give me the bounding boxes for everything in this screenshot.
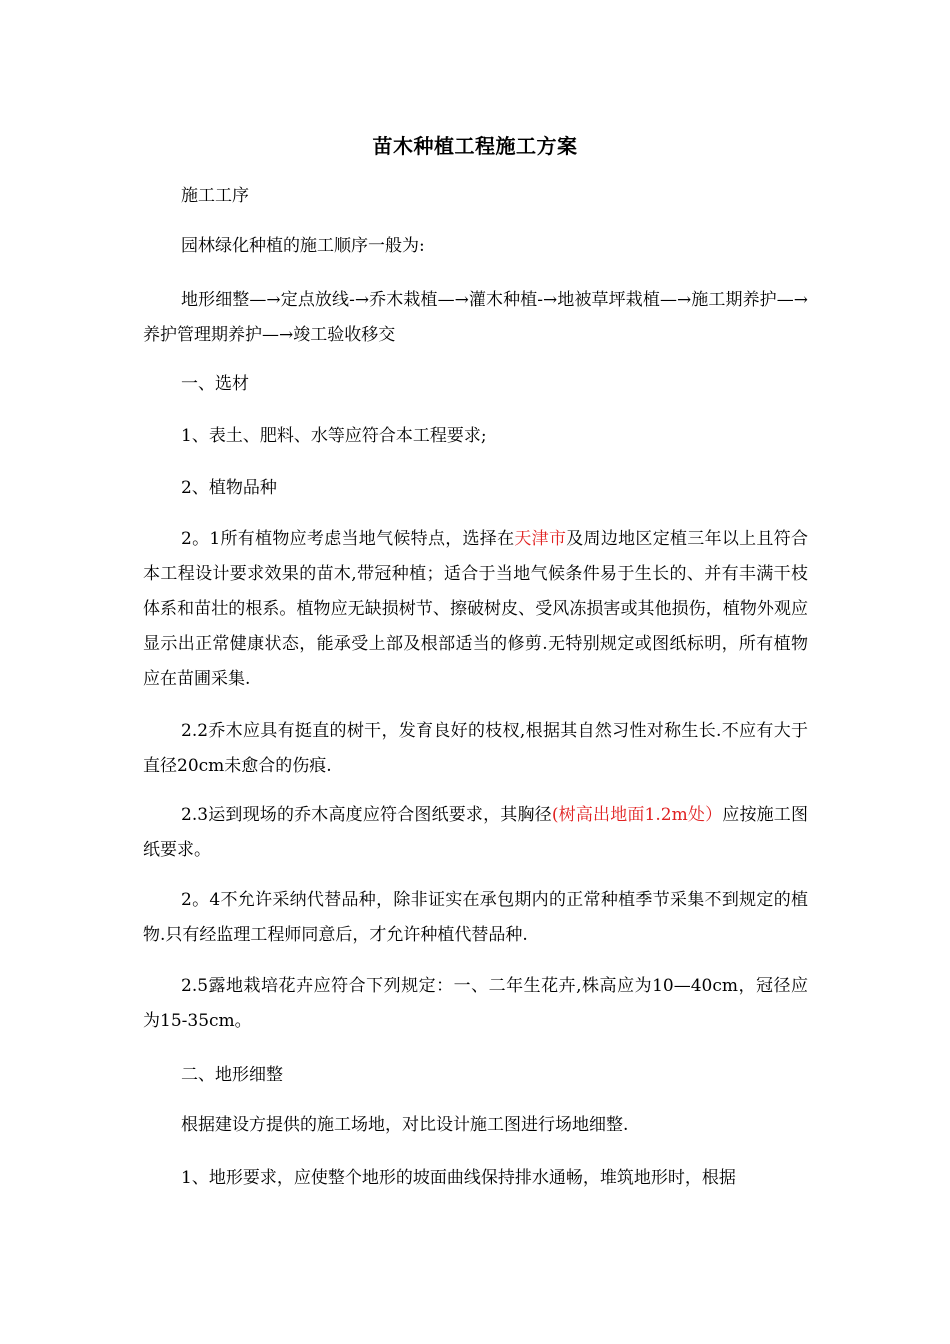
- paragraph-2-3: [143, 798, 808, 868]
- paragraph-2-1-text-b: 及周边地区定植三年以上且符合本工程设计要求效果的苗木,带冠种植；适合于当地气候条件易于生长的、并有丰满干枝体系和苗壮的根系。植物应无缺损树节、擦破树皮、受风冻损害或其他损伤，植物外观应显示出正常健康状态，能承受上部及根部适当的修剪.无特别规定或图纸标明，所有植物应在苗圃采集.: [143, 529, 809, 689]
- paragraph-terrain-intro: 根据建设方提供的施工场地，对比设计施工图进行场地细整.: [181, 1115, 629, 1135]
- paragraph-2-1: [143, 522, 808, 697]
- highlight-dbh-note: (树高出地面1.2m处）: [551, 805, 723, 825]
- paragraph-terrain-item-1: 1、地形要求，应使整个地形的坡面曲线保持排水通畅，堆筑地形时，根据: [181, 1168, 736, 1188]
- paragraph-2-4: 2。4不允许采纳代替品种，除非证实在承包期内的正常种植季节采集不到规定的植物.只有经监理工程师同意后，才允许种植代替品种.: [143, 890, 808, 945]
- highlight-city: 天津市: [514, 529, 567, 549]
- section-heading-terrain: 二、地形细整: [181, 1065, 283, 1085]
- paragraph-item-2: 2、植物品种: [181, 478, 277, 498]
- paragraph-process-heading: 施工工序: [181, 186, 249, 206]
- paragraph-order-steps: 地形细整—→定点放线-→乔木栽植—→灌木种植-→地被草坪栽植—→施工期养护—→养护管理期养护—→竣工验收移交: [143, 290, 808, 345]
- paragraph-order-intro: 园林绿化种植的施工顺序一般为:: [181, 236, 425, 256]
- paragraph-2-1-text-a: 2。1所有植物应考虑当地气候特点，选择在: [181, 529, 515, 549]
- paragraph-2-3-text-b: 应按施工图纸要求。: [143, 805, 808, 860]
- section-heading-materials: 一、选材: [181, 374, 249, 394]
- document-title: 苗木种植工程施工方案: [372, 134, 578, 158]
- paragraph-2-2: 2.2乔木应具有挺直的树干，发育良好的枝杈,根据其自然习性对称生长.不应有大于直径20cm未愈合的伤痕.: [143, 721, 808, 776]
- paragraph-item-1: 1、表土、肥料、水等应符合本工程要求;: [181, 426, 487, 446]
- paragraph-2-5: 2.5露地栽培花卉应符合下列规定：一、二年生花卉,株高应为10—40cm，冠径应为15-35cm。: [143, 976, 808, 1031]
- paragraph-2-3-text-a: 2.3运到现场的乔木高度应符合图纸要求，其胸径: [181, 805, 552, 825]
